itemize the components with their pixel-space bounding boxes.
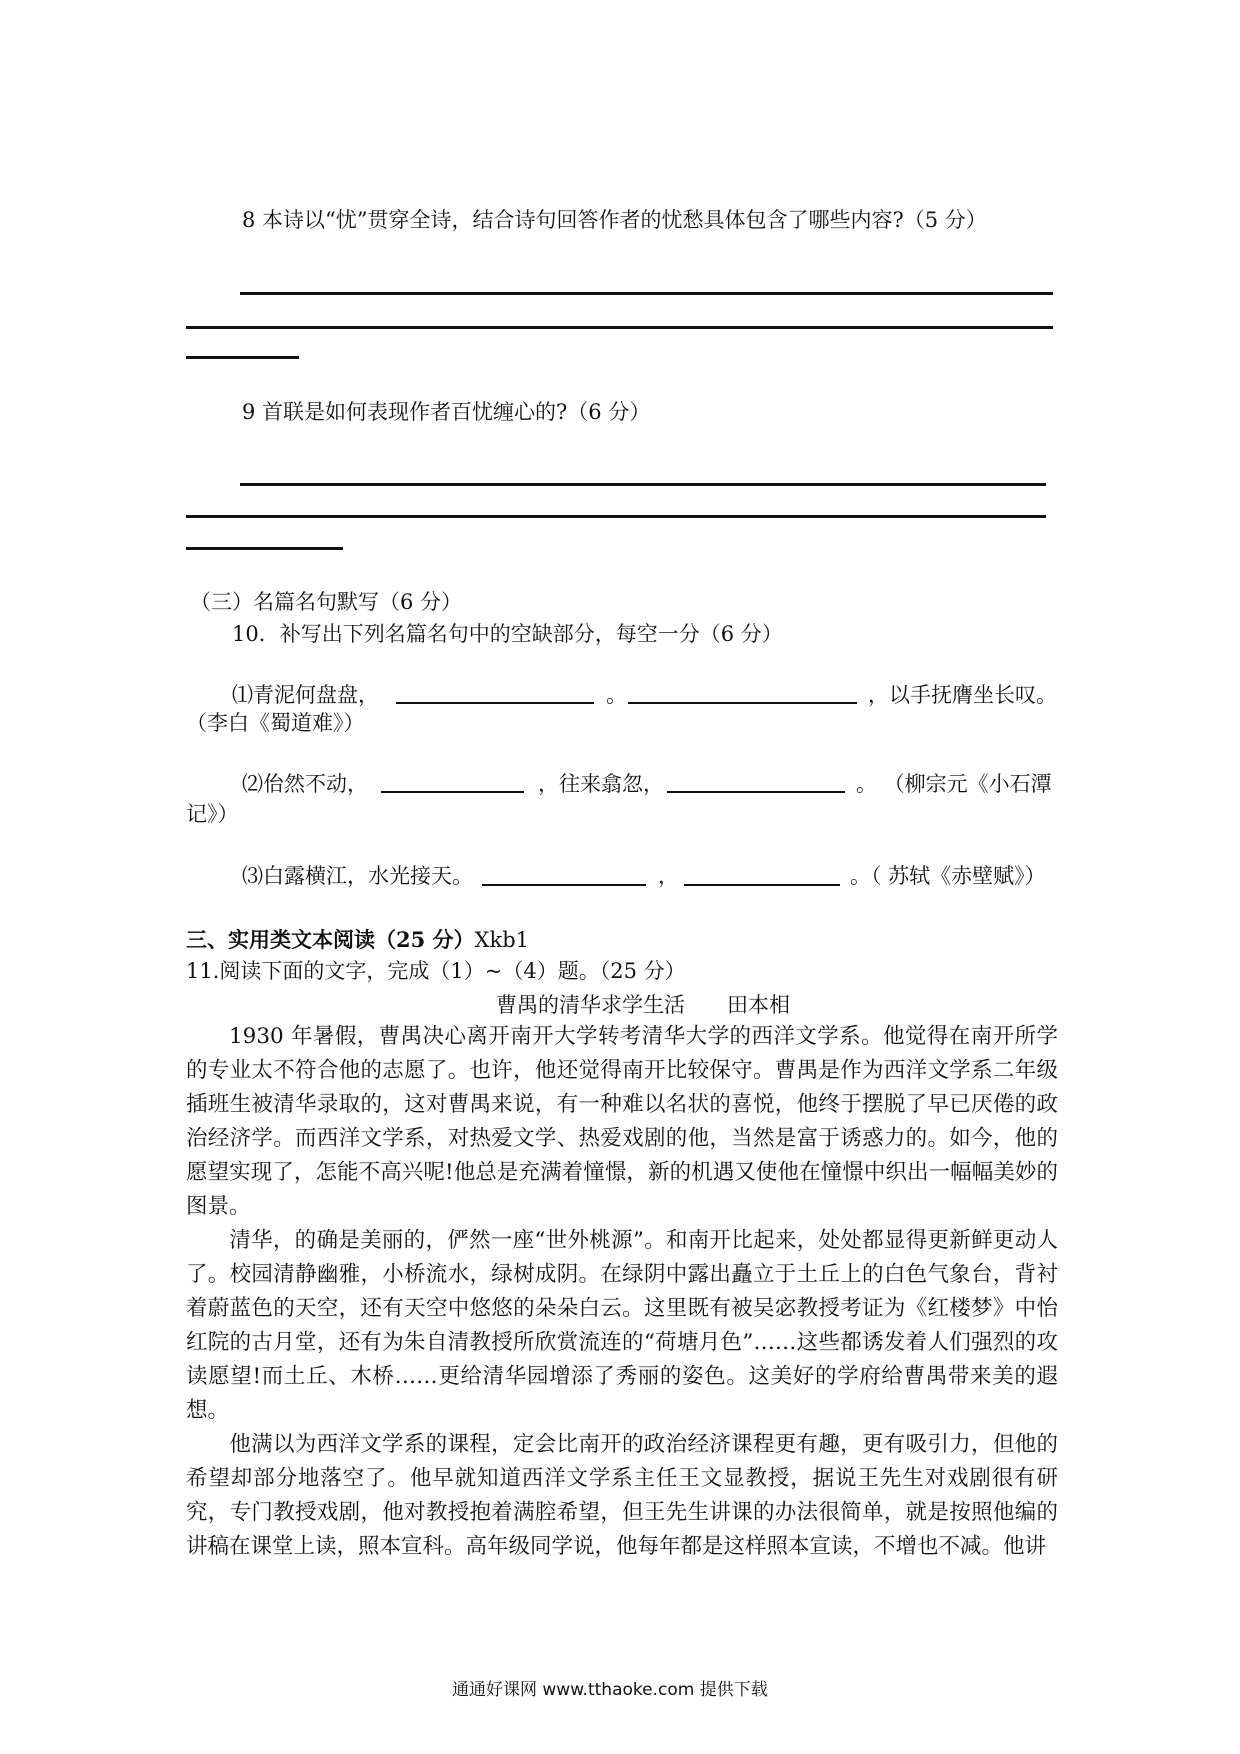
article-paragraph [186,1224,1058,1428]
answer-line-8a[interactable] [240,292,1053,295]
item-1-part-b: 。 [606,683,627,707]
question-9: 9 首联是如何表现作者百忧缠心的?（6 分） [242,400,651,424]
item-2-part-c: 。 （柳宗元《小石潭 [856,772,1052,796]
answer-line-8b[interactable] [186,326,1053,329]
item-2-part-b: ，往来翕忽， [538,772,664,796]
article-paragraph-text: 清华，的确是美丽的，俨然一座“世外桃源”。和南开比起来，处处都显得更新鲜更动人了。校园清静幽雅，小桥流水，绿树成阴。在绿阴中露出矗立于土丘上的白色气象台，背衬着蔚蓝色的天空，还有天空中悠悠的朵朵白云。这里既有被吴宓教授考证为《红楼梦》中怡红院的古月堂，还有为朱自清教授所欣赏流连的“荷塘月色”……这些都诱发着人们强烈的攻读愿望!而土丘、木桥……更给清华园增添了秀丽的姿色。这美好的学府给曹禺带来美的遐想。 [186,1228,1058,1423]
blank-3b[interactable] [684,884,840,886]
article-title: 曹禺的清华求学生活 田本相 [496,993,790,1017]
article-paragraph-text: 他满以为西洋文学系的课程，定会比南开的政治经济课程更有趣，更有吸引力，但他的希望却部分地落空了。他早就知道西洋文学系主任王文显教授，据说王先生对戏剧很有研究，专门教授戏剧，他对教授抱着满腔希望，但王先生讲课的办法很简单，就是按照他编的讲稿在课堂上读，照本宣科。高年级同学说，他每年都是这样照本宣读，不增也不减。他讲 [186,1432,1058,1559]
section-heading-recitation: （三）名篇名句默写（6 分） [190,590,463,614]
item-2-source: 记》） [186,802,239,826]
answer-line-9c[interactable] [186,547,343,550]
item-3-part-b: ， [658,864,679,888]
part-3-heading-text: 三、实用类文本阅读（25 分） [186,927,475,952]
blank-1a[interactable] [396,702,594,704]
part-3-heading [186,926,529,954]
answer-line-9a[interactable] [240,483,1046,486]
item-3-part-a: ⑶白露横江，水光接天。 [242,864,473,888]
item-1-part-c: ，以手抚膺坐长叹。 [868,683,1057,707]
blank-3a[interactable] [482,884,646,886]
item-1-part-a: ⑴青泥何盘盘， [232,683,379,707]
answer-line-9b[interactable] [186,515,1046,518]
answer-line-8c[interactable] [186,356,299,359]
article-paragraph-text: 1930 年暑假，曹禺决心离开南开大学转考清华大学的西洋文学系。他觉得在南开所学的专业太不符合他的志愿了。也许，他还觉得南开比较保守。曹禺是作为西洋文学系二年级插班生被清华录取的，这对曹禺来说，有一种难以名状的喜悦，他终于摆脱了早已厌倦的政治经济学。而西洋文学系，对热爱文学、热爱戏剧的他，当然是富于诱惑力的。如今，他的愿望实现了，怎能不高兴呢!他总是充满着憧憬，新的机遇又使他在憧憬中织出一幅幅美妙的图景。 [186,1024,1058,1219]
question-8: 8 本诗以“忧”贯穿全诗，结合诗句回答作者的忧愁具体包含了哪些内容?（5 分） [242,208,987,232]
item-1-source: （李白《蜀道难》） [186,711,365,735]
blank-2b[interactable] [667,791,845,793]
blank-2a[interactable] [381,791,524,793]
question-11: 11.阅读下面的文字，完成（1）~（4）题。（25 分） [186,959,686,983]
question-10: 10．补写出下列名篇名句中的空缺部分，每空一分（6 分） [232,622,783,646]
part-3-heading-suffix: Xkb1 [474,928,530,952]
article-paragraph [186,1020,1058,1224]
footer-text: 通通好课网 www.tthaoke.com 提供下载 [452,1680,768,1700]
item-3-part-c: 。（ 苏轼《赤壁赋》） [850,864,1046,888]
blank-1b[interactable] [628,702,857,704]
article-paragraph [186,1428,1058,1564]
item-2-part-a: ⑵佁然不动， [242,772,368,796]
